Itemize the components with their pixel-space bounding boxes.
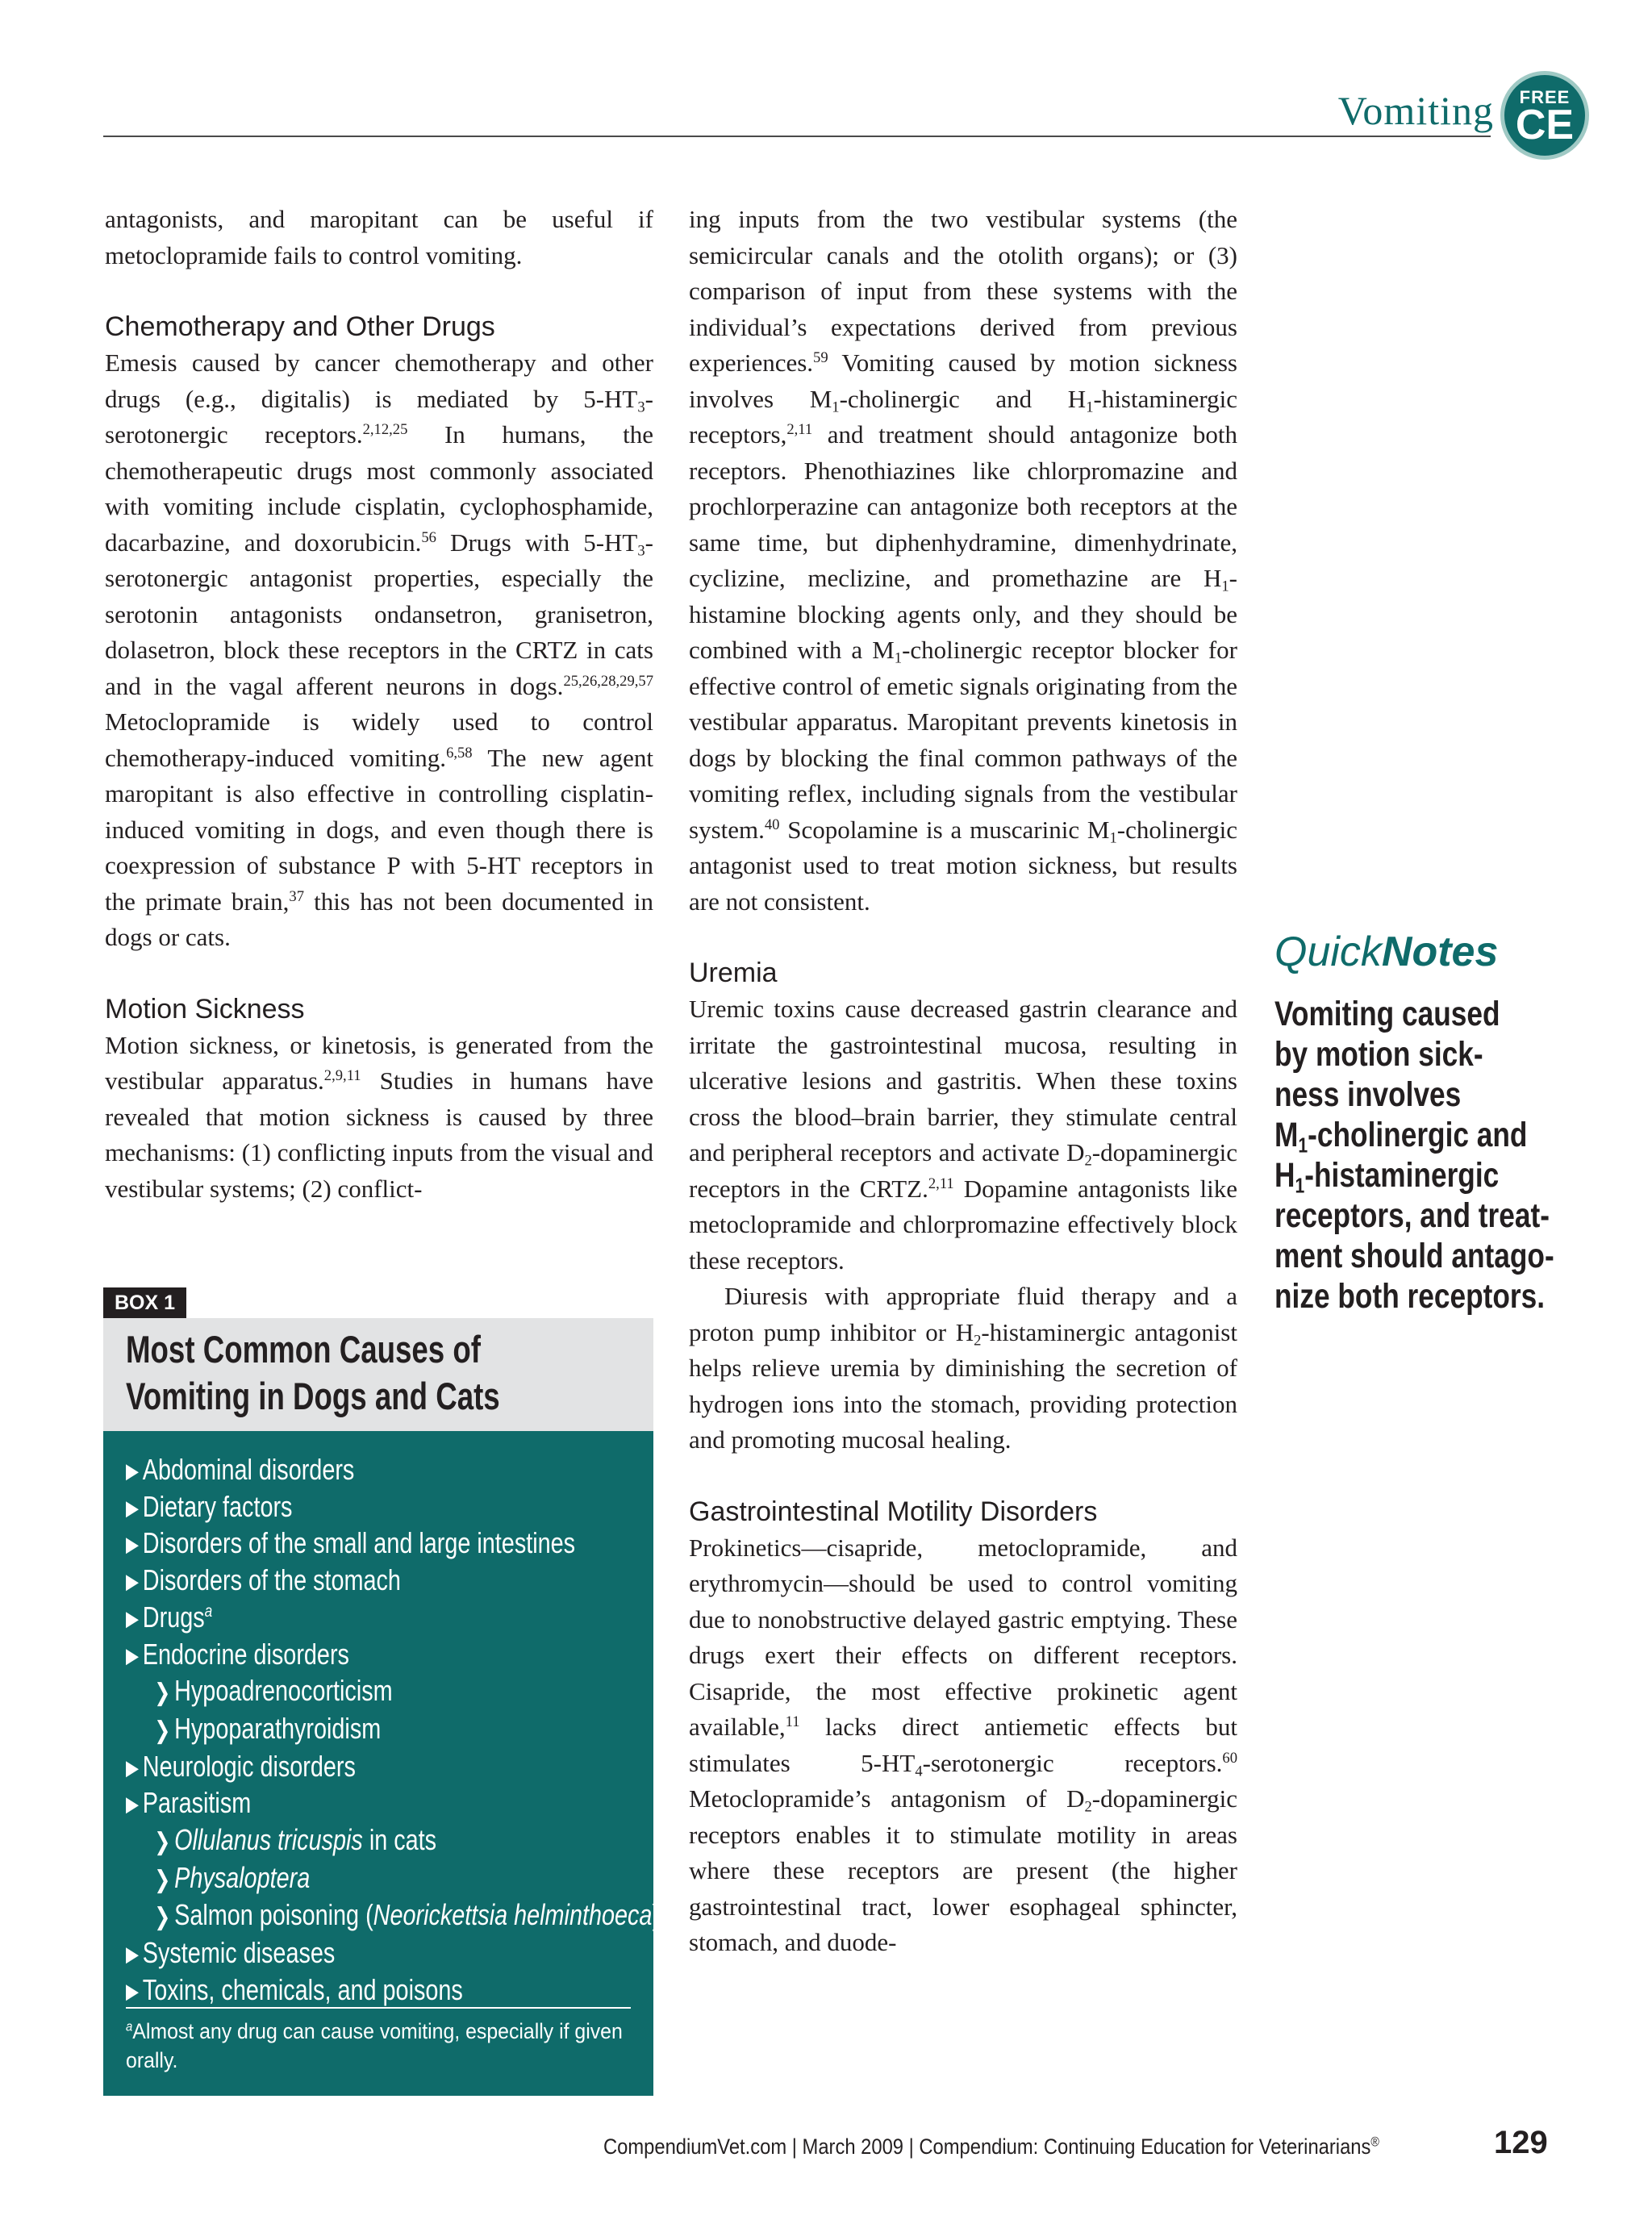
- page-number: 129: [1494, 2125, 1548, 2160]
- free-ce-badge[interactable]: [1500, 71, 1589, 160]
- box-label: BOX 1: [103, 1287, 186, 1318]
- sub-list-item: ❯ Hypoparathyroidism: [154, 1711, 382, 1745]
- list-item: ▶ Parasitism: [126, 1786, 252, 1820]
- sub-list-item: ❯ Physaloptera: [154, 1860, 311, 1894]
- list-item: ▶ Drugs$^a$: [126, 1600, 213, 1634]
- section-heading-gi-motility: Gastrointestinal Motility Disorders: [689, 1496, 1098, 1527]
- triangle-bullet-icon: ▶: [126, 1978, 139, 2003]
- chevron-bullet-icon: ❯: [154, 1680, 171, 1707]
- text-column-left: [105, 202, 653, 1207]
- triangle-bullet-icon: ▶: [126, 1942, 139, 1967]
- box-footnote: $^a$Almost any drug can cause vomiting, especially if given orally.: [126, 2019, 623, 2072]
- triangle-bullet-icon: ▶: [126, 1792, 139, 1817]
- section-heading-motion-sickness: Motion Sickness: [105, 993, 305, 1024]
- box-title: Most Common Causes of Vomiting in Dogs and Cats: [126, 1328, 500, 1417]
- triangle-bullet-icon: ▶: [126, 1495, 139, 1520]
- list-item: ▶ Neurologic disorders: [126, 1749, 356, 1783]
- box-title-panel: [103, 1318, 653, 1431]
- quicknotes-text: Vomiting caused by motion sick- ness involves $M_1$-cholinergic and $H_1$-histaminergic receptors, and treat- ment should antago- nize both receptors.: [1274, 995, 1554, 1316]
- triangle-bullet-icon: ▶: [126, 1532, 139, 1557]
- triangle-bullet-icon: ▶: [126, 1605, 139, 1630]
- paragraph-gi-motility: Prokinetics—cisapride, metoclopramide, and erythromycin—should be used to control vomiting due to nonobstructive delayed gastric emptying. These drugs exert their effects on different receptors. Cisapride, the most effective prokinetic agent available,$^{11}$ lacks direct antiemetic effects but stimulates $5-HT_4$-serotonergic receptors.$^{60}$ Metoclopramide’s antagonism of $D_2$-dopaminergic receptors enables it to stimulate motility in areas where these receptors are present (the higher gastrointestinal tract, lower esophageal sphincter, stomach, and duode-: [689, 1533, 1238, 1956]
- list-item: ▶ Disorders of the stomach: [126, 1563, 401, 1597]
- footnote-rule: [126, 2007, 631, 2009]
- quicknotes-title: QuickNotes: [1274, 928, 1499, 975]
- sub-list-item: ❯ Hypoadrenocorticism: [154, 1674, 393, 1708]
- paragraph-intro: antagonists, and maropitant can be useful if metoclopramide fails to control vomiting.: [105, 205, 653, 269]
- section-heading-chemotherapy: Chemotherapy and Other Drugs: [105, 311, 495, 342]
- list-item: ▶ Systemic diseases: [126, 1936, 336, 1970]
- causes-list: [126, 1452, 694, 2009]
- triangle-bullet-icon: ▶: [126, 1458, 139, 1483]
- paragraph-diuresis: Diuresis with appropriate fluid therapy and a proton pump inhibitor or $H_2$-histaminergic antagonist helps relieve uremia by diminishing the secretion of hydrogen ions into the stomach, providing protection and promoting mucosal healing.: [689, 1282, 1237, 1454]
- header-rule: [103, 136, 1491, 137]
- list-item: ▶ Toxins, chemicals, and poisons: [126, 1972, 463, 2006]
- chevron-bullet-icon: ❯: [154, 1717, 171, 1744]
- paragraph-motion-sickness: Motion sickness, or kinetosis, is generated from the vestibular apparatus.$^{2,9,11}$ Studies in humans have revealed that motion sickness is caused by three mechanisms: (1) conflicting inputs from the visual and vestibular systems; (2) conflict-: [105, 1030, 654, 1203]
- paragraph-uremia: Uremic toxins cause decreased gastrin clearance and irritate the gastrointestinal mucosa, resulting in ulcerative lesions and gastritis. When these toxins cross the blood–brain barrier, they stimulate central and peripheral receptors and activate $D_2$-dopaminergic receptors in the CRTZ.$^{2,11}$ Dopamine antagonists like metoclopramide and chlorpromazine effectively block these receptors.: [689, 995, 1237, 1275]
- list-item: ▶ Abdominal disorders: [126, 1453, 355, 1486]
- chevron-bullet-icon: ❯: [154, 1829, 171, 1856]
- paragraph-motion-continued: ing inputs from the two vestibular systems (the semicircular canals and the otolith organs); or (3) comparison of input from these systems with the individual’s expectations derived from previous experiences.$^{59}$ Vomiting caused by motion sickness involves $M_1$-cholinergic and $H_1$-histaminergic receptors,$^{2,11}$ and treatment should antagonize both receptors. Phenothiazines like chlorpromazine and prochlorperazine can antagonize both receptors at the same time, but diphenhydramine, dimenhydrinate, cyclizine, meclizine, and promethazine are $H_1$-histamine blocking agents only, and they should be combined with a $M_1$-cholinergic receptor blocker for effective control of emetic signals originating from the vestibular apparatus. Maropitant prevents kinetosis in dogs by blocking the final common pathways of the vomiting reflex, including signals from the vestibular system.$^{40}$ Scopolamine is a muscarinic $M_1$-cholinergic antagonist used to treat motion sickness, but results are not consistent.: [689, 205, 1238, 916]
- chevron-bullet-icon: ❯: [154, 1904, 171, 1931]
- page-footer: CompendiumVet.com | March 2009 | Compendium: Continuing Education for Veterinarians®: [603, 2134, 1379, 2159]
- text-column-right: [689, 202, 1237, 1961]
- list-item: ▶ Disorders of the small and large intestines: [126, 1526, 576, 1560]
- sub-list-item: ❯ Ollulanus tricuspis in cats: [154, 1823, 437, 1857]
- chevron-bullet-icon: ❯: [154, 1866, 171, 1893]
- list-item: ▶ Endocrine disorders: [126, 1637, 349, 1671]
- box-content-panel: [103, 1431, 661, 2096]
- badge-free-label: FREE: [1519, 87, 1571, 107]
- triangle-bullet-icon: ▶: [126, 1642, 139, 1667]
- paragraph-chemotherapy: Emesis caused by cancer chemotherapy and other drugs (e.g., digitalis) is mediated by $5-HT_3$-serotonergic receptors.$^{2,12,25}$ In humans, the chemotherapeutic drugs most commonly associated with vomiting include cisplatin, cyclophosphamide, dacarbazine, and doxorubicin.$^{56}$ Drugs with $5-HT_3$-serotonergic antagonist properties, especially the serotonin antagonists ondansetron, granisetron, dolasetron, block these receptors in the CRTZ in cats and in the vagal afferent neurons in dogs.$^{25,26,28,29,57}$ Metoclopramide is widely used to control chemotherapy-induced vomiting.$^{6,58}$ The new agent maropitant is also effective in controlling cisplatin-induced vomiting in dogs, and even though there is coexpression of substance P with 5-HT receptors in the primate brain,$^{37}$ this has not been documented in dogs or cats.: [105, 348, 653, 951]
- triangle-bullet-icon: ▶: [126, 1569, 139, 1594]
- badge-ce-label: CE: [1515, 102, 1575, 148]
- triangle-bullet-icon: ▶: [126, 1755, 139, 1780]
- running-header-title: Vomiting: [1337, 88, 1494, 133]
- section-heading-uremia: Uremia: [689, 958, 778, 988]
- list-item: ▶ Dietary factors: [126, 1489, 293, 1523]
- sub-list-item: ❯ Salmon poisoning (Neorickettsia helminthoeca): [154, 1898, 661, 1932]
